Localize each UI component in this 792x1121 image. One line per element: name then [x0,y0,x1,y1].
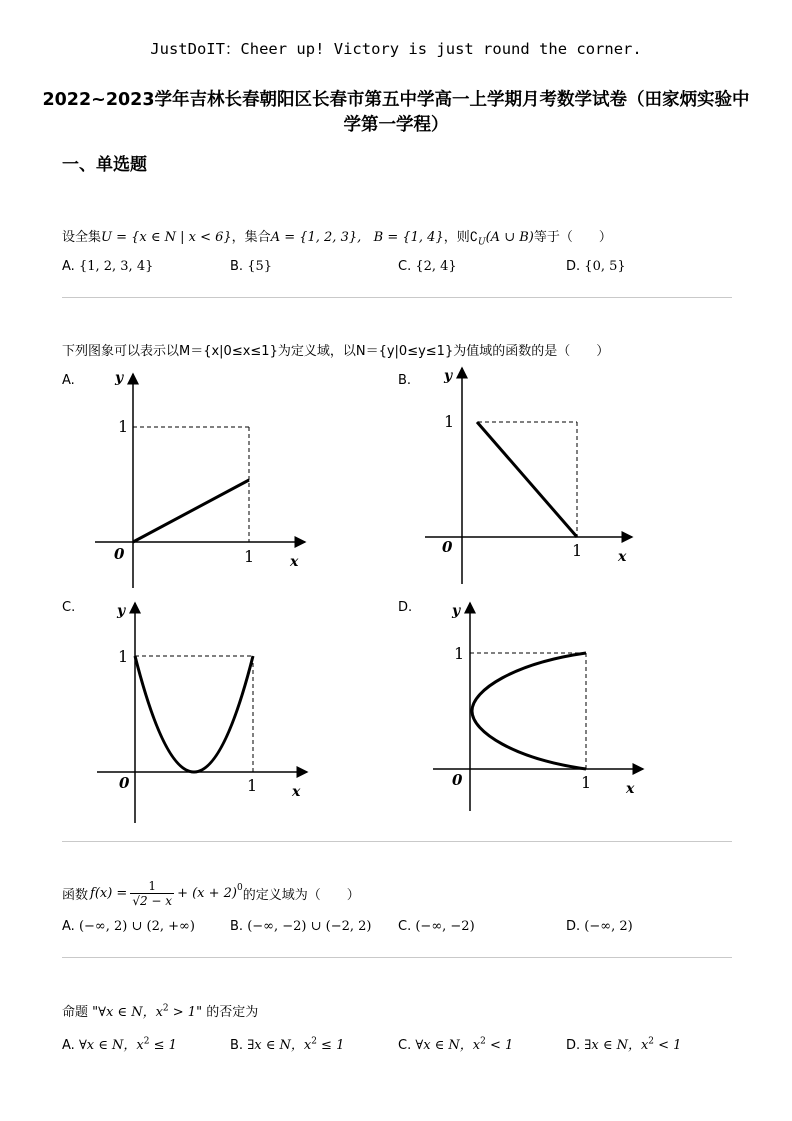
q4-option-d-letter: D. [566,1038,581,1053]
x-axis-label: x [290,554,299,570]
q3-tail-exponent: 0 [237,883,243,893]
graph-a[interactable] [80,360,320,590]
q1-option-c-letter: C. [398,259,412,274]
q4-option-d-pre: ∃x ∈ N，x [584,1038,649,1053]
divider [62,841,732,842]
q1-text-3: ，则 [443,230,470,245]
q4-option-c-letter: C. [398,1038,412,1053]
q4-option-d-exp: 2 [648,1036,655,1047]
q1-option-a-value: {1, 2, 3, 4} [78,259,154,274]
q3-option-d[interactable] [566,919,633,934]
x-axis-label: x [292,784,301,800]
q4-option-a-post: ≤ 1 [149,1038,177,1053]
q1-option-b[interactable] [230,259,272,274]
q1-option-b-value: {5} [247,259,273,274]
q1-option-c[interactable] [398,259,457,274]
q3-option-c-letter: C. [398,919,412,934]
x-tick-label: 1 [572,541,583,560]
q4-option-c-pre: ∀x ∈ N，x [415,1038,481,1053]
q1-math-universe: U = {x ∈ N | x < 6} [101,230,232,245]
q3-option-d-value: (−∞, 2) [584,919,633,934]
q4-text-1: 命题 " [62,1005,99,1020]
q1-option-b-letter: B. [230,259,244,274]
graph-c-letter[interactable]: C. [62,600,76,615]
q1-option-c-value: {2, 4} [415,259,457,274]
q4-option-c[interactable] [398,1034,513,1053]
q1-math-set-b: B = {1, 4} [373,230,444,245]
q3-text-1: 函数 [62,887,89,903]
q4-option-b-pre: ∃x ∈ N，x [247,1038,312,1053]
q4-option-b-exp: 2 [311,1036,317,1047]
q3-option-a-value: (−∞, 2) ∪ (2, +∞) [78,919,195,934]
question-1-stem [62,226,612,248]
y-tick-label: 1 [118,647,129,666]
function-curve [477,422,577,537]
q4-option-a-letter: A. [62,1038,75,1053]
q4-option-d[interactable] [566,1034,681,1053]
y-tick-label: 1 [454,644,465,663]
q4-quantifier: ∀x ∈ N，x [98,1005,163,1020]
question-4-stem [62,1001,258,1020]
q3-denominator: √2 − x [132,893,173,908]
y-axis-label: y [452,603,461,619]
divider [62,297,732,298]
q3-tail: + (x + 2) [177,885,237,901]
origin-label: 0 [119,774,130,792]
q3-option-c-value: (−∞, −2) [415,919,475,934]
q3-option-a-letter: A. [62,919,75,934]
q3-option-c[interactable] [398,919,475,934]
q4-option-d-post: < 1 [654,1038,682,1053]
q3-option-b-value: (−∞, −2) ∪ (−2, 2) [247,919,372,934]
q4-option-b-letter: B. [230,1038,244,1053]
q1-option-d-letter: D. [566,259,581,274]
graph-c[interactable] [85,595,317,827]
x-axis-label: x [626,781,635,797]
q3-option-b[interactable] [230,919,372,934]
function-curve [133,480,249,542]
function-curve [135,656,253,772]
q1-option-a[interactable] [62,259,153,274]
q4-exponent: 2 [162,1003,169,1014]
q4-rest: > 1 [168,1005,197,1020]
x-tick-label: 1 [244,547,255,566]
section-heading: 一、单选题 [62,155,147,175]
q4-option-a-exp: 2 [143,1036,150,1047]
q3-text-2: 的定义域为（ ） [242,887,360,903]
graph-b-letter[interactable]: B. [398,373,412,388]
origin-label: 0 [442,538,453,556]
x-tick-label: 1 [581,773,592,792]
q4-option-c-post: < 1 [485,1038,514,1053]
q4-option-a-pre: ∀x ∈ N，x [78,1038,144,1053]
q1-text-2: ，集合 [231,230,271,245]
q4-option-a[interactable] [62,1034,177,1053]
y-axis-label: y [117,603,126,619]
q1-text-4: 等于（ ） [533,230,612,245]
q4-option-b-post: ≤ 1 [316,1038,345,1053]
question-3-stem [62,872,360,914]
q1-math-set-a: A = {1, 2, 3}, [270,230,362,245]
x-tick-label: 1 [247,776,258,795]
graph-a-letter[interactable]: A. [62,373,75,388]
q1-option-d[interactable] [566,259,626,274]
q3-fraction [130,879,174,908]
page-header: JustDoIT：Cheer up! Victory is just round the corner. [150,40,642,58]
origin-label: 0 [452,771,463,789]
origin-label: 0 [114,545,125,563]
graph-d[interactable] [430,595,652,815]
graph-b[interactable] [420,360,645,588]
y-tick-label: 1 [118,417,129,436]
q3-numerator: 1 [148,878,157,893]
divider [62,957,732,958]
q4-text-2: " 的否定为 [196,1005,259,1020]
y-axis-label: y [444,368,453,384]
question-2-stem: 下列图象可以表示以M＝{x|0≤x≤1}为定义域，以N＝{y|0≤y≤1}为值域的函数的是（ ） [62,344,610,359]
q3-option-d-letter: D. [566,919,581,934]
q3-option-b-letter: B. [230,919,244,934]
q4-option-b[interactable] [230,1034,344,1053]
q1-complement-symbol: ∁ [469,230,479,245]
function-curve [472,653,586,769]
q4-option-c-exp: 2 [480,1036,486,1047]
q3-function-name: f(x) = [90,885,128,901]
q1-option-a-letter: A. [62,259,75,274]
q1-complement-subscript: U [478,237,486,248]
q1-option-d-value: {0, 5} [584,259,626,274]
q3-option-a[interactable] [62,919,195,934]
exam-title: 2022~2023学年吉林长春朝阳区长春市第五中学高一上学期月考数学试卷（田家炳实验中学第一学程） [42,90,750,135]
q1-text-1: 设全集 [62,230,102,245]
q1-math-union: (A ∪ B) [485,230,534,245]
x-axis-label: x [618,549,627,565]
graph-d-letter[interactable]: D. [398,600,413,615]
y-axis-label: y [115,370,124,386]
y-tick-label: 1 [444,412,455,431]
